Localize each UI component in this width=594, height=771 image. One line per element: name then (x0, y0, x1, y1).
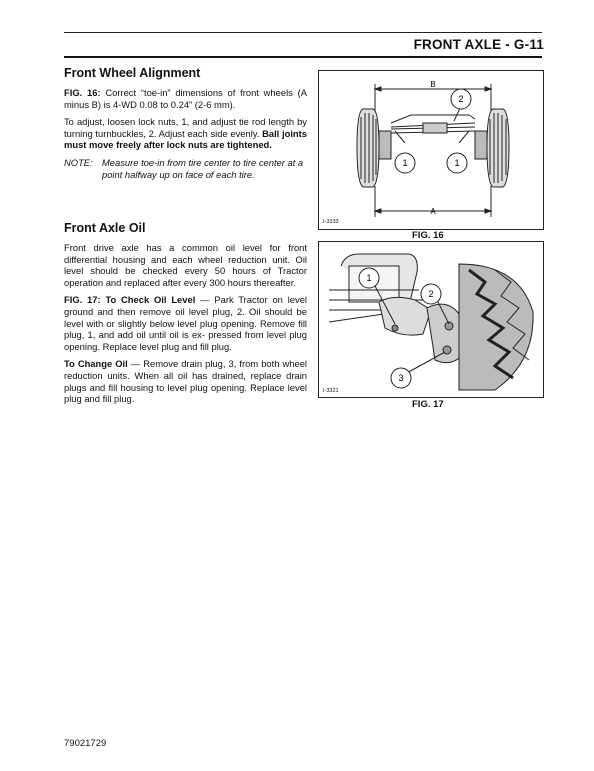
oil-paragraph-1: Front drive axle has a common oil level for front differential housing and each wheel reduction unit. Oil level should be checked every 50 hours of Tractor operation and replaced after every 300 hours thereafter. (64, 242, 307, 288)
fig17-lead: FIG. 17: To Check Oil Level (64, 294, 196, 306)
oil-section (64, 221, 307, 411)
header-rule (64, 56, 542, 58)
note-text-2: point halfway up on face of each tire. (102, 168, 255, 180)
change-oil-lead: To Change Oil (64, 358, 128, 370)
fig17-illustration (318, 241, 544, 398)
fig17-callout-2: 2 (428, 289, 434, 299)
fig16-lead: FIG. 16: (64, 87, 101, 98)
document-number: 79021729 (64, 738, 107, 749)
fig16-label-a: A (430, 207, 436, 216)
page-header-title: FRONT AXLE - G-11 (413, 37, 544, 52)
fig16-callout-2: 2 (458, 94, 464, 104)
oil-p2-text: — Park Tractor on level ground and then remove oil level plug, 2. Oil should be level with or slightly below level plug opening. Remove fill plug, 1, and add oil until oil is ex- pressed from level plug opening. Replace level plug and fill plug. (64, 294, 308, 352)
fig16-caption: FIG. 16 (412, 230, 444, 241)
alignment-title: Front Wheel Alignment (64, 66, 201, 80)
oil-title: Front Axle Oil (64, 221, 146, 235)
fig16-callout-1-left: 1 (402, 158, 408, 168)
fig16-illustration (318, 70, 544, 230)
oil-paragraph-2 (64, 294, 307, 352)
fig16-label-b: B (430, 80, 436, 89)
fig17-callout-3: 3 (398, 373, 404, 383)
oil-p3-text: — Remove drain plug, 3, from both wheel reduction units. When all oil has drained, replace drain plugs and fill housing to level plug opening. Replace level plug and fill plug. (64, 358, 307, 405)
alignment-p2-text: To adjust, loosen lock nuts, 1, and adjust tie rod length by turning turnbuckles, 2. Adjust each side evenly. (64, 116, 307, 139)
alignment-paragraph-2 (64, 116, 307, 151)
alignment-note (64, 157, 307, 180)
fig16-id: I-3333 (323, 219, 339, 225)
fig17-callout-1: 1 (366, 273, 372, 283)
oil-paragraph-3 (64, 358, 307, 404)
fig16-drawing (319, 71, 543, 229)
alignment-p2-bold: Ball joints must move freely after lock nuts are tightened. (64, 127, 307, 151)
top-rule (64, 32, 542, 33)
fig17-caption: FIG. 17 (412, 399, 444, 410)
fig17-id: I-3321 (323, 388, 339, 394)
note-label: NOTE: (64, 156, 93, 168)
alignment-p1-text: Correct “toe-in” dimensions of front wheels (A minus B) is 4-WD 0.08 to 0.24” (2-6 mm). (64, 87, 307, 110)
note-text: Measure toe-in from tire center to tire center at a (102, 156, 304, 168)
alignment-section (64, 66, 307, 186)
fig16-callout-1-right: 1 (454, 158, 460, 168)
fig17-drawing (319, 242, 543, 397)
alignment-paragraph-1 (64, 87, 307, 110)
